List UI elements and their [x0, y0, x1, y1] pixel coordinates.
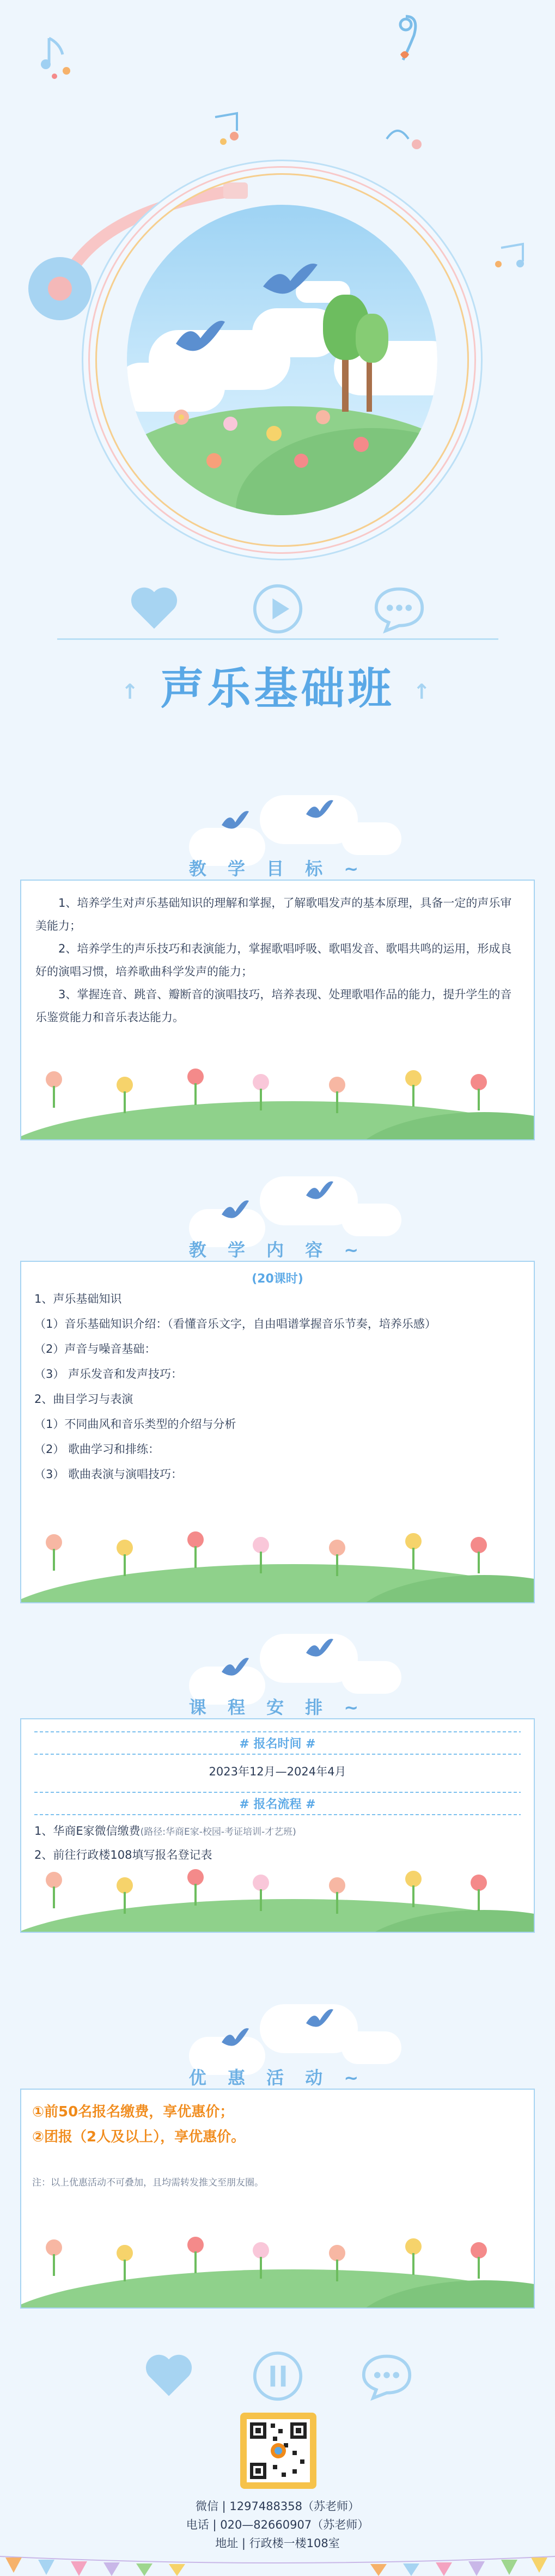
music-note-icon	[38, 33, 82, 82]
offers-card	[20, 2089, 535, 2309]
signup-step: 1、华商E家微信缴费(路径:华商E家-校园-考证培训-才艺班)	[34, 1824, 296, 1838]
pause-icon[interactable]	[252, 2350, 304, 2402]
section-heading: 课 程 安 排 ~	[188, 1697, 367, 1718]
play-icon[interactable]	[252, 583, 304, 635]
arrow-up-icon: ↑	[121, 680, 142, 704]
schedule-card	[20, 1718, 535, 1933]
divider	[57, 638, 498, 640]
chat-bubble-icon[interactable]	[361, 2350, 413, 2402]
goals-card	[20, 880, 535, 1140]
content-card	[20, 1261, 535, 1603]
bird-icon	[219, 806, 252, 839]
bird-icon	[258, 254, 323, 308]
action-icon-row	[0, 588, 555, 637]
section-offers	[20, 1993, 535, 2320]
flower-icon	[43, 1526, 511, 1586]
music-note-icon	[381, 11, 430, 71]
offer-item: ②团报（2人及以上），享优惠价。	[32, 2129, 246, 2145]
arrow-up-icon: ↑	[413, 680, 434, 704]
goal-item: 2、培养学生的声乐技巧和表演能力，掌握歌唱呼吸、歌唱发音、歌唱共鸣的运用，形成良好的演唱习惯，培养歌曲科学发声的能力；	[35, 942, 512, 978]
bird-icon	[219, 1195, 252, 1228]
content-line: 2、曲目学习与表演	[34, 1393, 133, 1406]
signup-flow-label: # 报名流程 #	[239, 1798, 316, 1811]
qr-code-icon[interactable]	[240, 2413, 316, 2489]
bird-icon	[219, 1653, 252, 1686]
content-line: （2）声音与噪音基础：	[34, 1342, 156, 1356]
music-note-icon	[381, 123, 430, 155]
section-heading: 教 学 内 容 ~	[188, 1240, 367, 1260]
signup-time-value: 2023年12月—2024年4月	[209, 1765, 346, 1778]
content-line: （3） 声乐发音和发声技巧：	[34, 1368, 183, 1381]
heart-icon[interactable]	[128, 583, 180, 635]
bird-icon	[303, 2004, 336, 2037]
meadow-illustration	[21, 1521, 534, 1602]
bunting-decoration	[0, 2553, 555, 2576]
contact-info	[0, 2497, 555, 2553]
flower-icon	[43, 1864, 511, 1918]
meadow-illustration	[21, 1861, 534, 1932]
content-line: （1）不同曲风和音乐类型的介绍与分析	[34, 1418, 236, 1431]
music-note-icon	[207, 109, 251, 152]
section-heading: 优 惠 活 动 ~	[188, 2067, 367, 2088]
goals-text	[21, 881, 534, 1029]
section-heading: 教 学 目 标 ~	[188, 858, 367, 879]
course-hours: (20课时)	[252, 1272, 303, 1286]
section-schedule	[20, 1623, 535, 1939]
flower-icon	[43, 1063, 511, 1123]
goal-item: 3、掌握连音、跳音、瓣断音的演唱技巧，培养表现、处理歌唱作品的能力，提升学生的音乐鉴赏能力和音乐表达能力。	[35, 988, 512, 1024]
bird-icon	[170, 314, 230, 368]
goal-item: 1、培养学生对声乐基础知识的理解和掌握，了解歌唱发声的基本原理，具备一定的声乐审美能力；	[35, 896, 512, 932]
bird-icon	[303, 1634, 336, 1667]
signup-step: 2、前往行政楼108填写报名登记表	[34, 1848, 212, 1861]
bird-icon	[219, 2023, 252, 2056]
meadow-illustration	[21, 1058, 534, 1139]
content-line: （3） 歌曲表演与演唱技巧：	[34, 1468, 183, 1481]
content-line: 1、声乐基础知识	[34, 1292, 122, 1305]
contact-wechat: 微信 | 1297488358（苏老师）	[195, 2500, 360, 2513]
signup-time-label: # 报名时间 #	[239, 1737, 316, 1751]
flower-icon	[160, 401, 416, 499]
bird-icon	[303, 795, 336, 828]
heart-icon[interactable]	[143, 2350, 195, 2402]
music-note-icon	[490, 240, 534, 272]
contact-phone: 电话 | 020—82660907（苏老师）	[186, 2518, 369, 2531]
section-goals	[20, 784, 535, 1144]
chat-bubble-icon[interactable]	[373, 583, 425, 635]
footer-icon-row	[0, 2350, 555, 2404]
page-title: ↑ 声乐基础班 ↑	[121, 663, 434, 714]
content-line: （1）音乐基础知识介绍：（看懂音乐文字，自由唱谱掌握音乐节奏，培养乐感）	[34, 1317, 436, 1330]
offer-note: 注：以上优惠活动不可叠加，且均需转发推文至朋友圈。	[32, 2177, 264, 2188]
meadow-illustration	[21, 2226, 534, 2308]
section-content	[20, 1165, 535, 1607]
contact-address: 地址 | 行政楼一楼108室	[215, 2537, 340, 2550]
hero-illustration	[127, 205, 437, 515]
offer-item: ①前50名报名缴费，享优惠价；	[32, 2104, 234, 2120]
bird-icon	[303, 1176, 336, 1209]
flower-icon	[43, 2231, 511, 2291]
content-line: （2） 歌曲学习和排练：	[34, 1443, 160, 1456]
